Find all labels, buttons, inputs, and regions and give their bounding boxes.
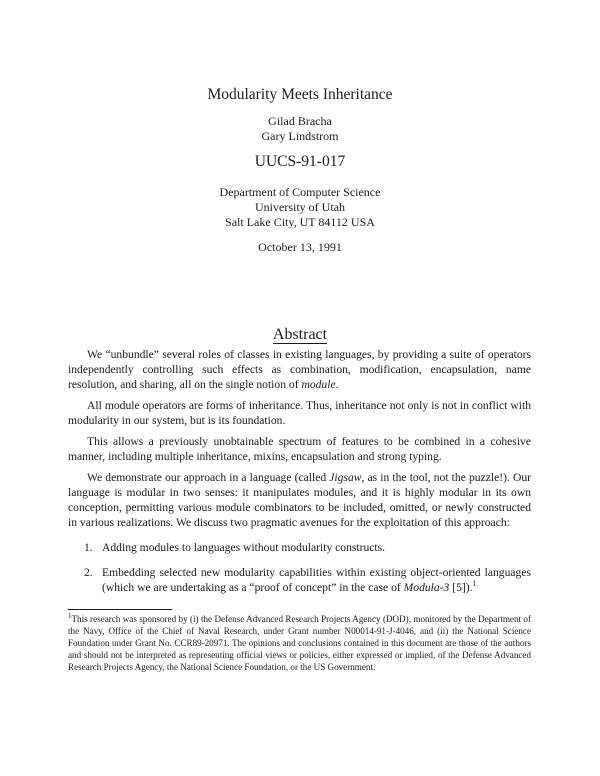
paragraph-text: . — [335, 378, 339, 391]
abstract-heading-text: Abstract — [272, 326, 328, 343]
affiliation-university: University of Utah — [255, 200, 345, 214]
report-number: UUCS-91-017 — [254, 153, 346, 170]
publication-date: October 13, 1991 — [258, 240, 342, 254]
paragraph-text: We demonstrate our approach in a language (called — [87, 471, 330, 484]
author-name: Gary Lindstrom — [261, 129, 339, 143]
emphasis-text: Modula-3 — [403, 581, 450, 594]
footnote-mark: 1 — [68, 611, 72, 620]
footnote-divider — [68, 609, 172, 610]
paragraph-text: We “unbundle” several roles of classes in existing languages, by providing a suite of operators independently controlling such effects as combination, modification, encapsulation, name resolution, and sharing, all on the single notion of — [68, 348, 531, 391]
list-item-text — [102, 565, 531, 595]
abstract-paragraph — [68, 347, 531, 392]
abstract-paragraph — [68, 470, 531, 530]
footnote-text: This research was sponsored by (i) the Defense Advanced Research Projects Agency (DOD), monitored by the Department of the Navy, Office of the Chief of Naval Research, under Grant number N00014-91-J-4046, and (ii) the National Science Foundation under Grant No. CCR89-20971. The opinions and conclusions contained in this document are those of the authors and should not be interpreted as representing official views or policies, either expressed or implied, of the Defense Advanced Research Projects Agency, the National Science Foundation, or the US Government. — [68, 614, 531, 672]
footnote — [68, 613, 531, 673]
emphasis-text: Jigsaw — [329, 471, 362, 484]
abstract-paragraph: This allows a previously unobtainable spectrum of features to be combined in a cohesive manner, including multiple inheritance, mixins, encapsulation and strong typing. — [68, 435, 531, 463]
abstract-heading — [0, 326, 600, 344]
list-item-text-part: Embedding selected new modularity capabilities within existing object-oriented languages (which we are undertaking as a “proof of concept” in the case of — [102, 566, 531, 594]
author-name: Gilad Bracha — [268, 114, 332, 128]
abstract-body — [68, 347, 531, 536]
paper-title: Modularity Meets Inheritance — [207, 86, 393, 103]
list-item-text: Adding modules to languages without modularity constructs. — [102, 541, 386, 554]
list-item-number: 1. — [84, 541, 93, 554]
emphasis-text: module — [301, 378, 336, 391]
footnote-reference[interactable]: 1 — [472, 579, 477, 589]
affiliation-department: Department of Computer Science — [219, 185, 381, 199]
list-item-text-part: [5]). — [449, 581, 473, 594]
list-item-number: 2. — [84, 566, 93, 579]
paragraph-text: , as in the tool, not the puzzle!). Our language is modular in two senses: it manipulates modules, and it is highly modular in its own conception, permitting various module combinators to be included, omitted, or newly constructed in various realizations. We discuss two pragmatic avenues for the exploitation of this approach: — [68, 471, 531, 529]
abstract-paragraph: All module operators are forms of inheritance. Thus, inheritance not only is not in conflict with modularity in our system, but is its foundation. — [68, 399, 531, 427]
affiliation-city: Salt Lake City, UT 84112 USA — [225, 215, 375, 229]
